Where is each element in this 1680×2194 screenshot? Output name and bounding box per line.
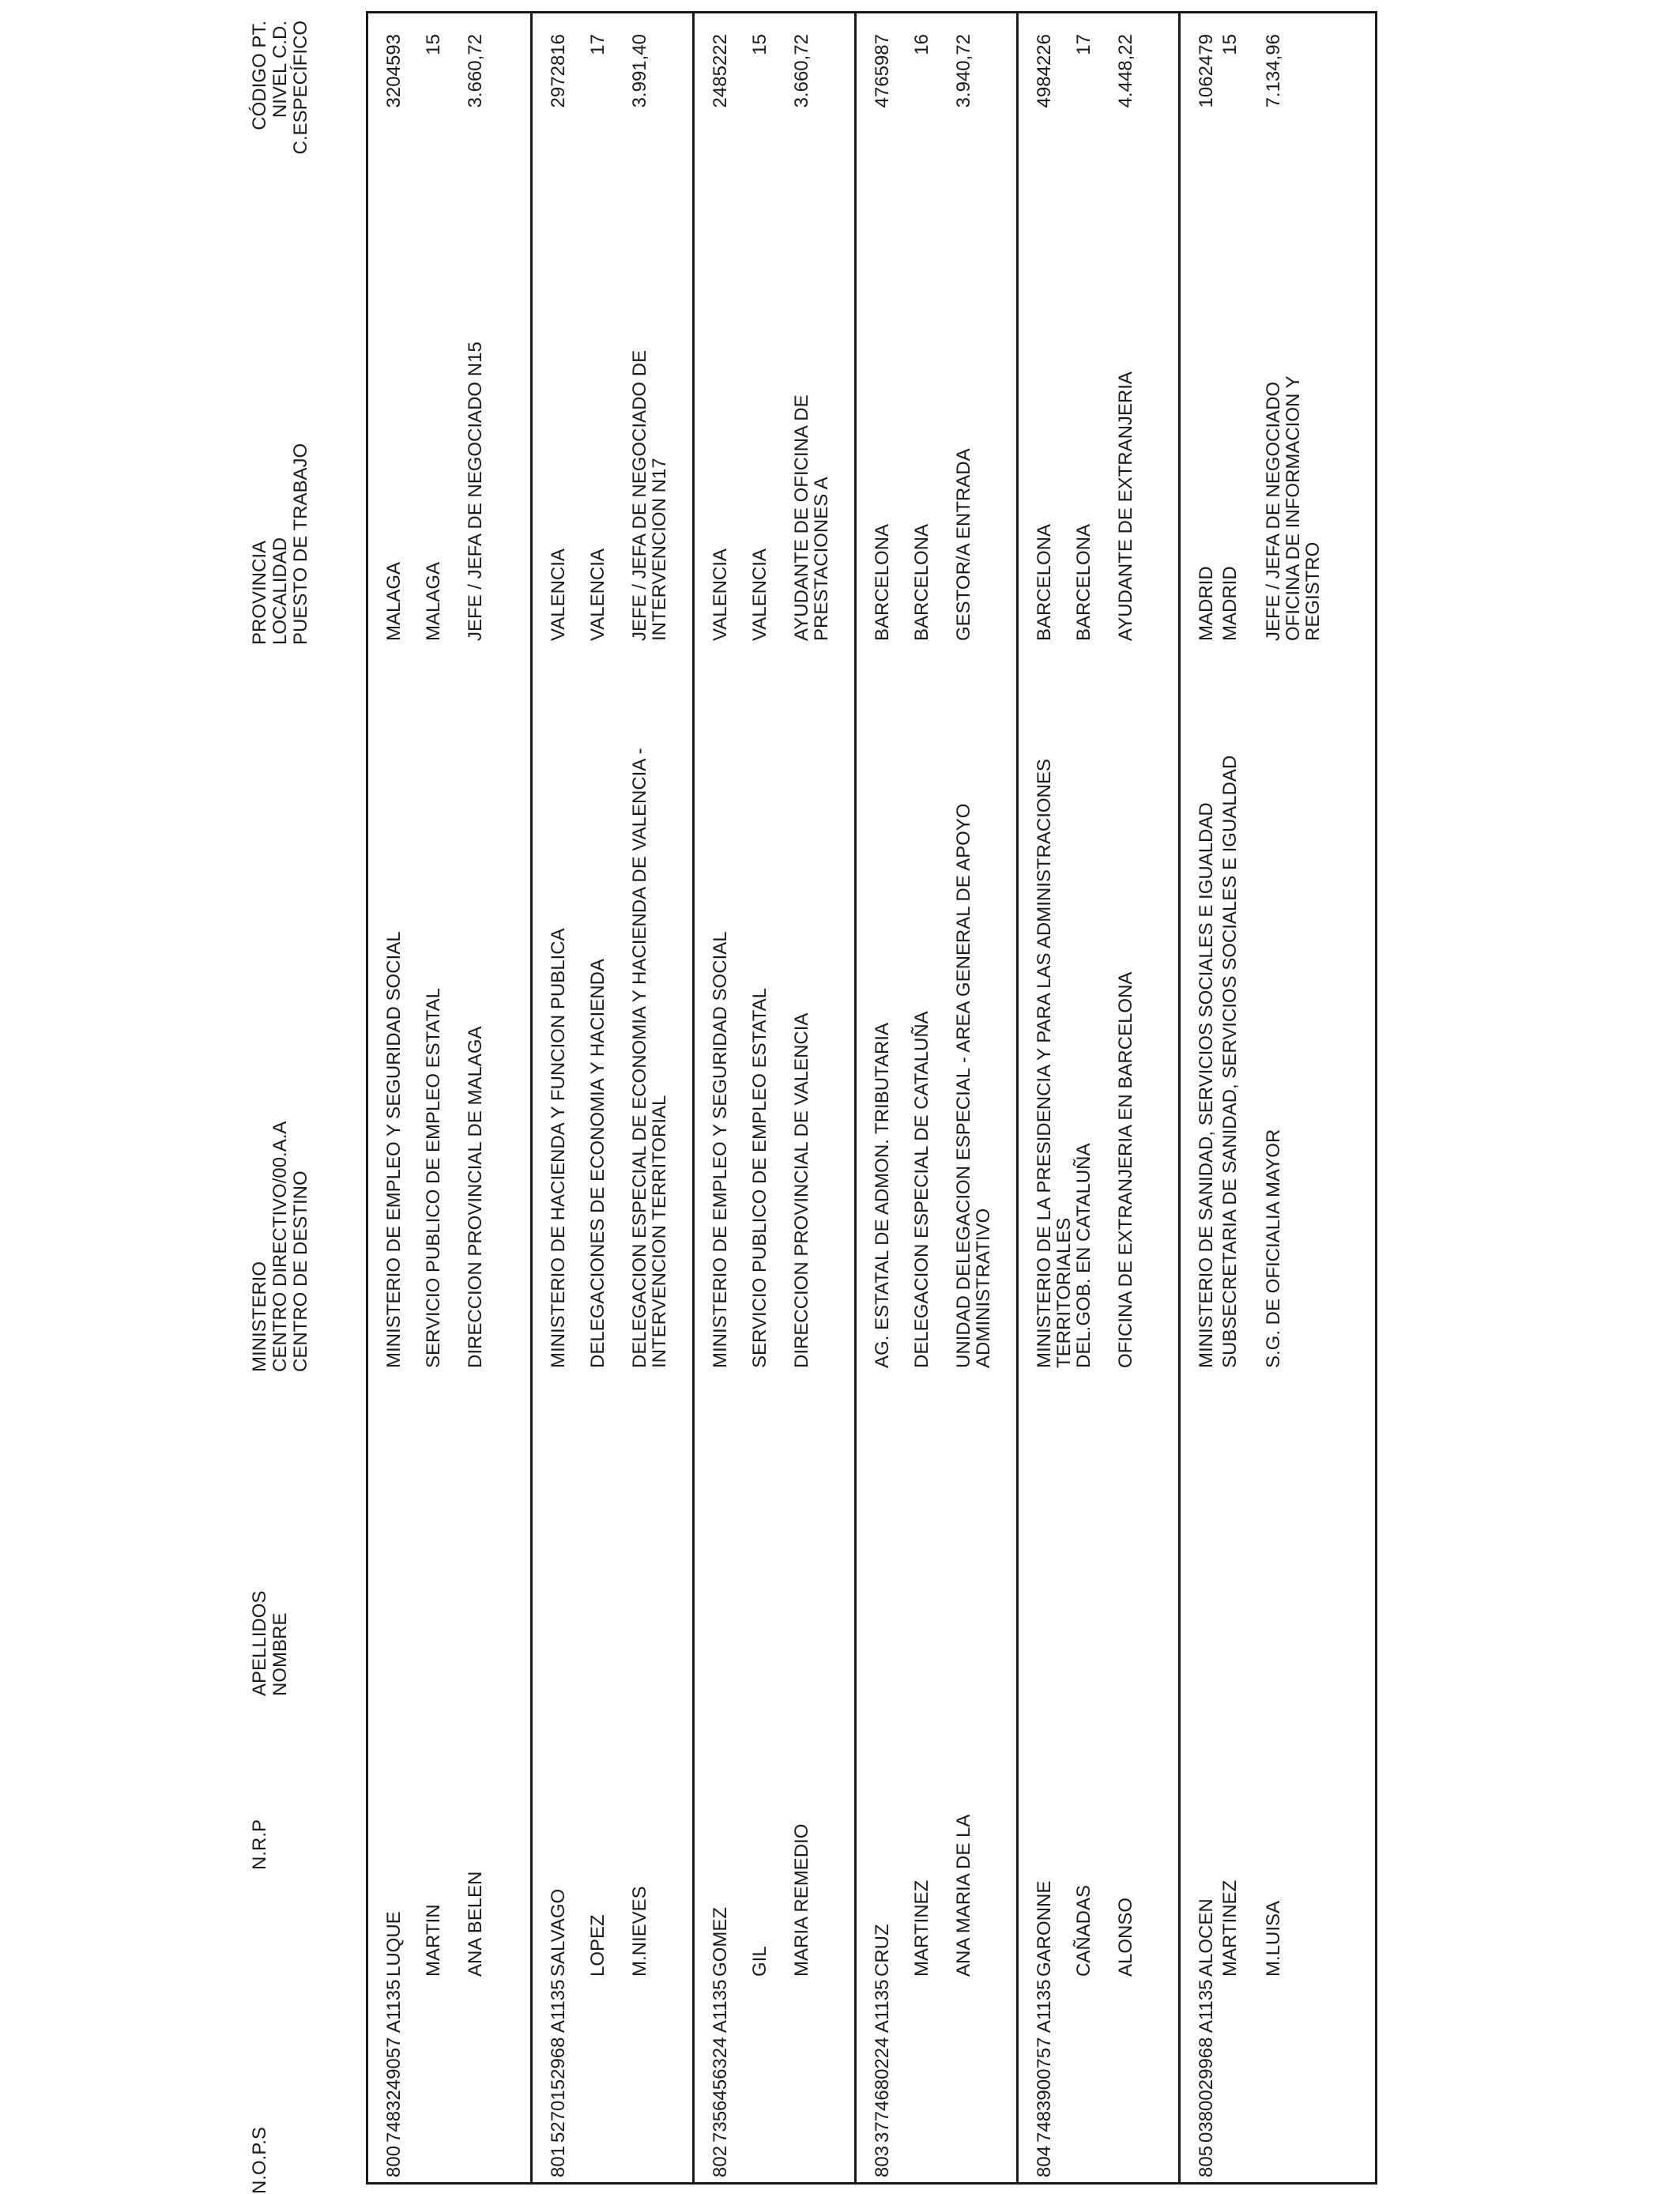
cell-ministerio: MINISTERIO DE SANIDAD, SERVICIOS SOCIALES E IGUALDAD: [1196, 802, 1217, 1368]
cell-nops: 802: [710, 2145, 731, 2177]
cell-apellido2: CAÑADAS: [1073, 1884, 1094, 1977]
cell-nrp: 3774680224 A1135: [872, 1979, 893, 2143]
cell-especifico: 7.134,96: [1263, 34, 1284, 108]
cell-apellido2: MARTINEZ: [1219, 1879, 1241, 1977]
cell-centro-directivo: DELEGACION ESPECIAL DE CATALUÑA: [911, 1011, 932, 1368]
header-codigo: CÓDIGO PT. NIVEL C.D. C.ESPECÍFICO: [249, 21, 311, 155]
cell-nops: 801: [548, 2145, 569, 2177]
header-provincia: PROVINCIA LOCALIDAD PUESTO DE TRABAJO: [249, 443, 311, 645]
cell-apellido1: LUQUE: [383, 1911, 405, 1977]
cell-nops: 803: [872, 2145, 893, 2177]
table-row: [1016, 13, 1178, 2182]
cell-ministerio: MINISTERIO DE EMPLEO Y SEGURIDAD SOCIAL: [383, 931, 405, 1368]
cell-apellido1: SALVAGO: [548, 1888, 569, 1977]
cell-nombre: ANA BELEN: [465, 1871, 486, 1977]
cell-apellido2: GIL: [749, 1946, 770, 1977]
header-ministerio: MINISTERIO CENTRO DIRECTIVO/00.A.A CENTRO DE DESTINO: [249, 1121, 311, 1372]
cell-codigo: 4765987: [872, 34, 893, 108]
cell-ministerio: MINISTERIO DE EMPLEO Y SEGURIDAD SOCIAL: [710, 931, 731, 1368]
cell-apellido2: LOPEZ: [587, 1914, 608, 1977]
cell-centro-directivo: SUBSECRETARIA DE SANIDAD, SERVICIOS SOCIALES E IGUALDAD: [1219, 755, 1241, 1368]
cell-nrp: 7483900757 A1135: [1034, 1979, 1055, 2143]
cell-nrp: 7483249057 A1135: [383, 1979, 405, 2143]
cell-centro-destino: UNIDAD DELEGACION ESPECIAL - AREA GENERAL DE APOYO ADMINISTRATIVO: [953, 803, 994, 1368]
cell-centro-directivo: SERVICIO PUBLICO DE EMPLEO ESTATAL: [749, 987, 770, 1368]
cell-codigo: 4984226: [1034, 34, 1055, 108]
cell-centro-directivo: DELEGACIONES DE ECONOMIA Y HACIENDA: [587, 959, 608, 1368]
cell-apellido1: CRUZ: [872, 1924, 893, 1977]
cell-puesto: AYUDANTE DE OFICINA DE PRESTACIONES A: [791, 394, 832, 641]
cell-apellido2: MARTIN: [423, 1904, 444, 1977]
cell-provincia: VALENCIA: [548, 548, 569, 641]
table-row: [530, 13, 692, 2182]
cell-provincia: VALENCIA: [710, 548, 731, 641]
cell-nombre: ANA MARIA DE LA: [953, 1814, 974, 1977]
cell-nrp: 5270152968 A1135: [548, 1979, 569, 2143]
cell-nops: 805: [1196, 2145, 1217, 2177]
cell-provincia: MADRID: [1196, 566, 1217, 641]
cell-localidad: BARCELONA: [911, 523, 932, 641]
cell-localidad: BARCELONA: [1073, 523, 1094, 641]
cell-localidad: MADRID: [1219, 566, 1241, 641]
cell-puesto: JEFE / JEFA DE NEGOCIADO OFICINA DE INFORMACION Y REGISTRO: [1263, 375, 1324, 641]
cell-centro-directivo: SERVICIO PUBLICO DE EMPLEO ESTATAL: [423, 987, 444, 1368]
cell-localidad: VALENCIA: [749, 548, 770, 641]
cell-provincia: MALAGA: [383, 561, 405, 641]
table-row: [692, 13, 854, 2182]
cell-nivel: 16: [911, 34, 932, 55]
cell-codigo: 2972816: [548, 34, 569, 108]
cell-especifico: 3.660,72: [791, 34, 812, 108]
cell-especifico: 3.991,40: [629, 34, 650, 108]
cell-centro-destino: DELEGACION ESPECIAL DE ECONOMIA Y HACIENDA DE VALENCIA - INTERVENCION TERRITORIAL: [629, 748, 670, 1368]
cell-codigo: 2485222: [710, 34, 731, 108]
header-nops: N.O.P.S: [249, 2127, 270, 2194]
cell-nrp: 7356456324 A1135: [710, 1979, 731, 2143]
records-table: [366, 11, 1377, 2185]
cell-nops: 800: [383, 2145, 405, 2177]
cell-puesto: JEFE / JEFA DE NEGOCIADO DE INTERVENCION N17: [629, 349, 670, 641]
cell-codigo: 3204593: [383, 34, 405, 108]
cell-especifico: 4.448,22: [1115, 34, 1136, 108]
cell-nivel: 15: [1219, 34, 1241, 55]
cell-nivel: 17: [1073, 34, 1094, 55]
cell-nombre: MARIA REMEDIO: [791, 1823, 812, 1977]
cell-apellido1: GARONNE: [1034, 1880, 1055, 1977]
cell-ministerio: MINISTERIO DE HACIENDA Y FUNCION PUBLICA: [548, 928, 569, 1368]
cell-provincia: BARCELONA: [1034, 523, 1055, 641]
cell-localidad: MALAGA: [423, 561, 444, 641]
cell-nivel: 17: [587, 34, 608, 55]
table-header: [250, 0, 345, 2194]
cell-codigo: 1062479: [1196, 34, 1217, 108]
cell-apellido2: MARTINEZ: [911, 1879, 932, 1977]
cell-ministerio: AG. ESTATAL DE ADMON. TRIBUTARIA: [872, 1023, 893, 1368]
cell-apellido1: ALOCEN: [1196, 1898, 1217, 1977]
cell-nombre: M.LUISA: [1263, 1900, 1284, 1977]
cell-nivel: 15: [423, 34, 444, 55]
cell-puesto: GESTOR/A ENTRADA: [953, 448, 974, 641]
cell-centro-destino: S.G. DE OFICIALIA MAYOR: [1263, 1129, 1284, 1368]
cell-ministerio: MINISTERIO DE LA PRESIDENCIA Y PARA LAS ADMINISTRACIONES TERRITORIALES: [1034, 759, 1075, 1368]
table-row: [368, 13, 530, 2182]
cell-centro-destino: DIRECCION PROVINCIAL DE VALENCIA: [791, 1012, 812, 1368]
cell-nombre: M.NIEVES: [629, 1886, 650, 1977]
cell-especifico: 3.660,72: [465, 34, 486, 108]
cell-especifico: 3.940,72: [953, 34, 974, 108]
cell-nops: 804: [1034, 2145, 1055, 2177]
cell-puesto: JEFE / JEFA DE NEGOCIADO N15: [465, 341, 486, 641]
header-nrp: N.R.P: [249, 1819, 270, 1870]
cell-centro-directivo: DEL.GOB. EN CATALUÑA: [1073, 1143, 1094, 1368]
table-row: [1178, 13, 1375, 2182]
table-row: [854, 13, 1016, 2182]
cell-provincia: BARCELONA: [872, 523, 893, 641]
cell-puesto: AYUDANTE DE EXTRANJERIA: [1115, 371, 1136, 641]
header-apellidos-nombre: APELLIDOS NOMBRE: [249, 1590, 291, 1696]
cell-apellido1: GOMEZ: [710, 1907, 731, 1977]
cell-localidad: VALENCIA: [587, 548, 608, 641]
cell-centro-destino: OFICINA DE EXTRANJERIA EN BARCELONA: [1115, 971, 1136, 1368]
cell-centro-destino: DIRECCION PROVINCIAL DE MALAGA: [465, 1026, 486, 1368]
cell-nombre: ALONSO: [1115, 1897, 1136, 1977]
cell-nrp: 0380029968 A1135: [1196, 1979, 1217, 2143]
cell-nivel: 15: [749, 34, 770, 55]
